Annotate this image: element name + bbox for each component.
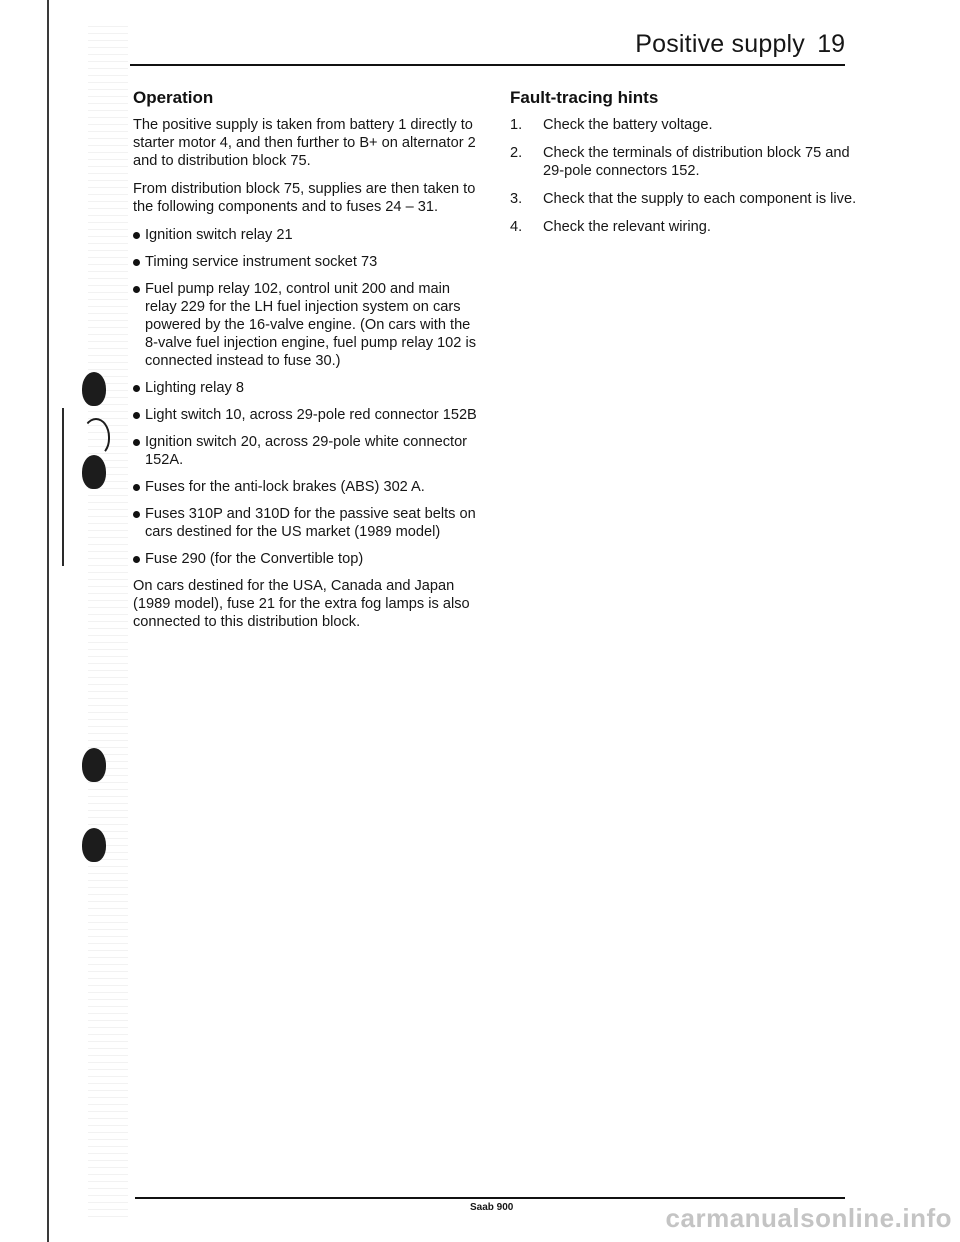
punch-hole [82,455,106,489]
footer-model: Saab 900 [470,1202,514,1213]
step-text: Check the terminals of distribution block 75 and 29-pole connectors 152. [543,145,850,179]
operation-section [133,88,478,641]
step-number: 4. [510,219,523,235]
scan-speckle [88,20,128,1220]
list-item: Fuses for the anti-lock brakes (ABS) 302 A. [133,478,478,496]
fault-tracing-heading: Fault-tracing hints [510,88,659,107]
punch-hole [82,828,106,862]
list-item [510,218,860,236]
footer-rule [135,1197,845,1199]
closing-paragraph: On cars destined for the USA, Canada and Japan (1989 model), fuse 21 for the extra fog lamps is also connected to this distribution block. [133,578,470,630]
header-title: Positive supply [635,30,805,58]
list-item [510,144,860,180]
step-text: Check the battery voltage. [543,117,713,133]
list-item: Timing service instrument socket 73 [133,253,478,271]
step-text: Check the relevant wiring. [543,219,711,235]
punch-hole [82,748,106,782]
step-number: 1. [510,117,523,133]
list-item: Fuse 290 (for the Convertible top) [133,550,478,568]
operation-heading: Operation [133,88,214,107]
binding-edge [47,0,49,1242]
paragraph: The positive supply is taken from battery 1 directly to starter motor 4, and then further to B+ on alternator 2 and to distribution block 75. [133,117,476,169]
list-item: Lighting relay 8 [133,379,478,397]
list-item: Light switch 10, across 29-pole red connector 152B [133,406,478,424]
list-item: Fuses 310P and 310D for the passive seat belts on cars destined for the US market (1989 model) [133,505,478,541]
list-item: Fuel pump relay 102, control unit 200 and main relay 229 for the LH fuel injection system on cars powered by the 16-valve engine. (On cars with the 8-valve fuel injection engine, fuel pump relay 102 is connected instead to fuse 30.) [133,280,478,370]
punch-hole [82,372,106,406]
page-header [130,24,845,66]
fault-tracing-section [510,88,860,246]
step-number: 3. [510,191,523,207]
step-number: 2. [510,145,523,161]
page-number: 19 [817,30,845,58]
list-item [510,116,860,134]
list-item [510,190,860,208]
list-item: Ignition switch 20, across 29-pole white connector 152A. [133,433,478,469]
step-text: Check that the supply to each component is live. [543,191,857,207]
watermark: carmanualsonline.info [665,1203,952,1233]
binding-edge-inner [62,408,64,566]
paragraph: From distribution block 75, supplies are then taken to the following components and to fuses 24 – 31. [133,181,476,215]
list-item: Ignition switch relay 21 [133,226,478,244]
component-list [133,226,478,568]
punch-hole [82,418,110,456]
fault-tracing-steps [510,116,860,236]
